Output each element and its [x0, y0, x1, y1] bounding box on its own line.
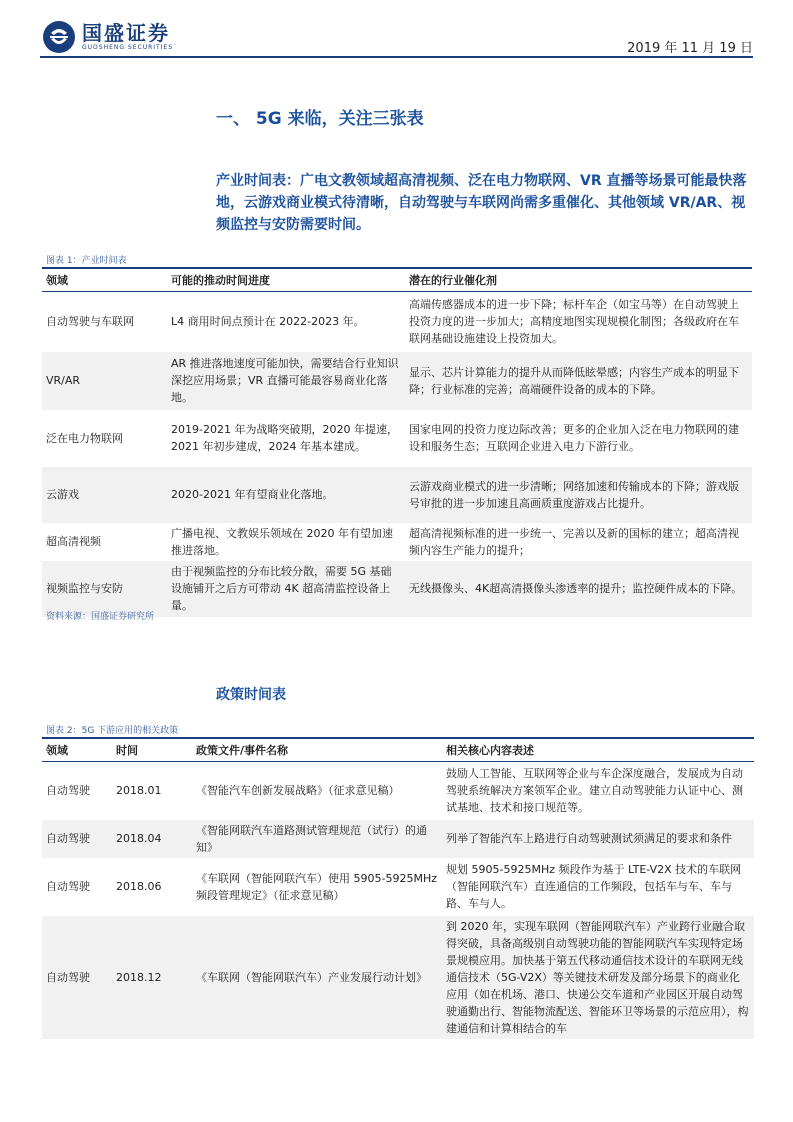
source-note: 资料来源：国盛证券研究所: [46, 612, 155, 622]
table-cell: VR/AR: [42, 352, 167, 410]
table-header-cell: 可能的推动时间进度: [167, 268, 405, 292]
table-header-row: [42, 268, 752, 292]
table-cell: 到 2020 年，实现车联网（智能网联汽车）产业跨行业融合取得突破，具备高级别自动驾驶功能的智能网联汽车实现特定场景规模应用。加快基于第五代移动通信技术设计的车联网无线通信技术（5G-V2X）等关键技术研发及部分场景下的商业化应用（如在机场、港口、快递公交车道和产业园区开展自动驾驶通勤出行、智能物流配送、智能环卫等场景的示范应用），构建通信和计算相结合的车: [442, 916, 754, 1039]
table-cell: 《智能网联汽车道路测试管理规范（试行）的通知》: [192, 820, 442, 858]
table-cell: 2018.01: [116, 784, 162, 798]
table-row: [42, 467, 752, 523]
table-row: [42, 352, 752, 410]
table-header-cell: 潜在的行业催化剂: [405, 268, 752, 292]
table-header-cell: 政策文件/事件名称: [192, 738, 442, 762]
table-cell: 列举了智能汽车上路进行自动驾驶测试须满足的要求和条件: [442, 820, 754, 858]
table-cell: 云游戏商业模式的进一步清晰；网络加速和传输成本的下降；游戏版号审批的进一步加速且高画质重度游戏占比提升。: [405, 467, 752, 523]
table-row: [42, 916, 754, 1039]
table-row: [42, 858, 754, 916]
table-row: [42, 292, 752, 352]
section-title: 一、 5G 来临，关注三张表: [216, 109, 424, 129]
table-cell: 云游戏: [42, 467, 167, 523]
table-header-cell: 领域: [42, 268, 167, 292]
table-header-cell: 相关核心内容表述: [442, 738, 754, 762]
table-cell: 超高清视频标准的进一步统一、完善以及新的国标的建立；超高清视频内容生产能力的提升；: [409, 526, 739, 557]
table-cell: 2018.04: [112, 820, 192, 858]
table-cell: 自动驾驶: [42, 820, 112, 858]
table-row: [42, 820, 754, 858]
report-date: 2019 年 11 月 19 日: [627, 41, 753, 56]
table1-caption: 图表 1：产业时间表: [46, 256, 127, 266]
table-cell: 2018.06: [116, 880, 162, 893]
table-cell: 无线摄像头、4K超高清摄像头渗透率的提升；监控硬件成本的下降。: [405, 561, 752, 617]
table-header-cell: 领域: [42, 738, 112, 762]
header-divider: [40, 56, 753, 58]
table-cell: 自动驾驶: [46, 784, 90, 798]
table-row: [42, 762, 754, 820]
table-cell: 自动驾驶: [46, 880, 90, 893]
policy-section-title: 政策时间表: [216, 687, 286, 703]
brand-name-en: GUOSHENG SECURITIES: [82, 44, 174, 51]
table-cell: 《车联网（智能网联汽车）使用 5905-5925MHz 频段管理规定》（征求意见稿）: [196, 871, 437, 902]
brand-name: 国盛证券: [82, 21, 170, 45]
table-cell: 鼓励人工智能、互联网等企业与车企深度融合，发展成为自动驾驶系统解决方案领军企业。建立自动驾驶能力认证中心、测试基地、技术和接口规范等。: [446, 767, 743, 815]
table-cell: 《车联网（智能网联汽车）产业发展行动计划》: [192, 916, 442, 1039]
table-header-cell: 时间: [112, 738, 192, 762]
table-cell: 视频监控与安防: [42, 561, 167, 617]
table2-caption: 图表 2：5G 下游应用的相关政策: [46, 726, 179, 736]
table-row: [42, 523, 752, 561]
table-cell: 泛在电力物联网: [46, 431, 123, 445]
table-row: [42, 410, 752, 467]
table-cell: 广播电视、文教娱乐领域在 2020 年有望加速推进落地。: [171, 526, 393, 557]
brand-logo: [42, 20, 173, 54]
table-cell: AR 推进落地速度可能加快，需要结合行业知识深挖应用场景；VR 直播可能最容易商业化落地。: [167, 352, 405, 410]
table-cell: 国家电网的投资力度边际改善；更多的企业加入泛在电力物联网的建设和服务生态；互联网企业进入电力下游行业。: [409, 423, 739, 453]
table-cell: 高端传感器成本的进一步下降；标杆车企（如宝马等）在自动驾驶上投资力度的进一步加大；高精度地图实现规模化制图；各级政府在车联网基础设施建设上投资加大。: [409, 298, 739, 346]
table-cell: 2019-2021 年为战略突破期，2020 年提速，2021 年初步建成，2024 年基本建成。: [171, 423, 398, 453]
table-cell: 《智能汽车创新发展战略》（征求意见稿）: [196, 784, 400, 798]
table-cell: 显示、芯片计算能力的提升从而降低眩晕感；内容生产成本的明显下降；行业标准的完善；高端硬件设备的成本的下降。: [405, 352, 752, 410]
table-cell: L4 商用时间点预计在 2022-2023 年。: [171, 315, 365, 329]
industry-timeline-table: [42, 267, 752, 617]
table-cell: 超高清视频: [46, 535, 101, 548]
table-header-row: [42, 738, 754, 762]
table-cell: 自动驾驶与车联网: [46, 315, 134, 329]
table-cell: 自动驾驶: [42, 916, 112, 1039]
table-cell: 规划 5905-5925MHz 频段作为基于 LTE-V2X 技术的车联网（智能网联汽车）直连通信的工作频段，包括车与车、车与路、车与人。: [446, 863, 742, 910]
brand-logo-icon: [42, 20, 76, 54]
lead-paragraph: 产业时间表：广电文教领域超高清视频、泛在电力物联网、VR 直播等场景可能最快落地，云游戏商业模式待清晰，自动驾驶与车联网尚需多重催化、其他领域 VR/AR、视频监控与安防需要时间。: [216, 173, 747, 233]
table-cell: 由于视频监控的分布比较分散，需要 5G 基础设施铺开之后方可带动 4K 超高清监控设备上量。: [167, 561, 405, 617]
policy-timeline-table: [42, 737, 754, 1039]
table-cell: 2018.12: [112, 916, 192, 1039]
page-header: [0, 0, 793, 64]
table-cell: 2020-2021 年有望商业化落地。: [167, 467, 405, 523]
